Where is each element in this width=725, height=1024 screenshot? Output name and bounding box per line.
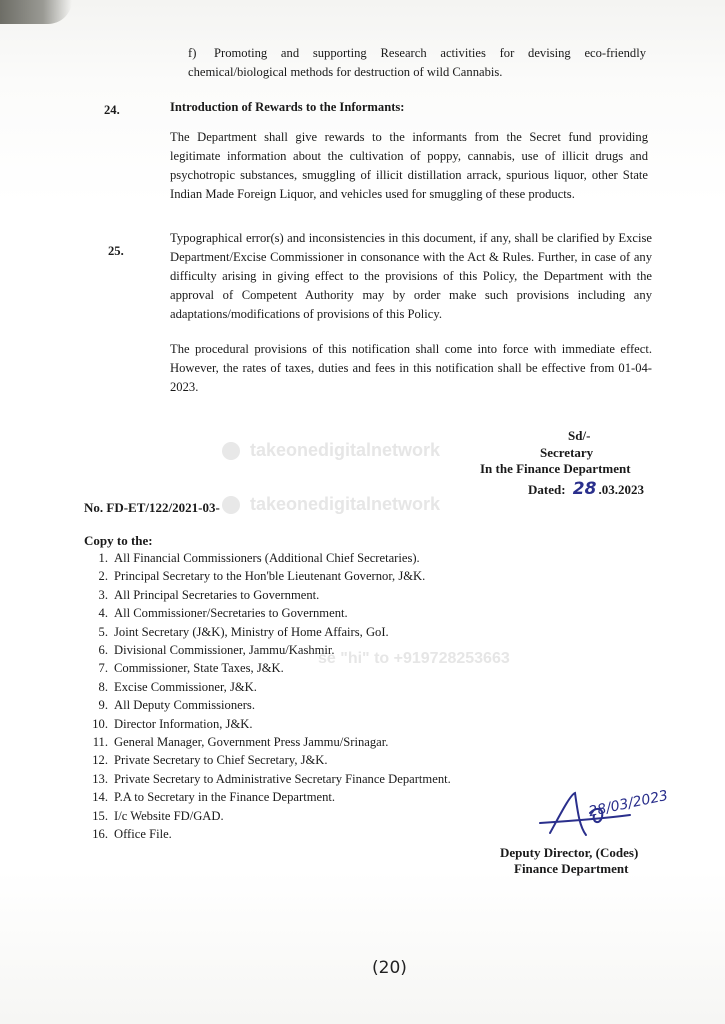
copy-to-item [82,549,451,567]
copy-to-item-text: Principal Secretary to the Hon'ble Lieutenant Governor, J&K. [114,569,426,584]
copy-to-item-text: All Principal Secretaries to Government. [114,587,320,602]
sd-mark: Sd/- [568,428,591,443]
copy-to-item-text: All Commissioner/Secretaries to Government. [114,606,348,621]
copy-to-item-number: 3. [98,587,108,602]
secretary-department: In the Finance Department [480,461,631,476]
copy-to-item-number: 4. [98,606,108,621]
copy-to-item-number: 9. [98,698,108,713]
copy-to-item-number: 2. [98,569,108,584]
copy-to-heading: Copy to the: [84,533,153,548]
copy-to-item-text: All Financial Commissioners (Additional Chief Secretaries). [114,551,420,565]
copy-to-item [82,623,451,641]
copy-to-item-text: Joint Secretary (J&K), Ministry of Home Affairs, GoI. [114,624,389,639]
copy-to-item-text: Commissioner, State Taxes, J&K. [114,661,284,676]
item-f-text: Promoting and supporting Research activities for devising eco-friendly chemical/biological methods for destruction of wild Cannabis. [188,46,646,79]
copy-to-item [82,604,451,622]
copy-to-item [82,659,451,677]
copy-to-item-number: 16. [92,827,108,842]
section-25-body-2: The procedural provisions of this notification shall come into force with immediate effect. However, the rates of taxes, duties and fees in this notification shall be effective from 01-04-2023. [170,342,652,394]
copy-to-item-number: 13. [92,771,108,786]
copy-to-item-number: 7. [98,661,108,676]
binding-shadow [0,0,72,24]
copy-to-item [82,733,451,751]
page-number: (20) [372,958,407,978]
copy-to-item [82,788,451,806]
copy-to-item [82,751,451,769]
section-24-body: The Department shall give rewards to the informants from the Secret fund providing legitimate information about the cultivation of poppy, cannabis, use of illicit drugs and psychotropic substances, smuggling of illicit distillation arrack, spurious liquor, other State Indian Made Foreign Liquor, and vehicles used for smuggling of these products. [170,130,648,201]
handwritten-date: 28/03/2023 [587,787,670,821]
copy-to-item-number: 1. [98,551,108,565]
copy-to-item-number: 6. [98,643,108,658]
handwritten-day: 28 [572,479,597,499]
copy-to-item [82,586,451,604]
dated-line: Dated: 28 .03.2023 [528,479,644,499]
section-25-number: 25. [108,244,124,258]
copy-to-item-text: Divisional Commissioner, Jammu/Kashmir. [114,643,335,658]
copy-to-item [82,770,451,788]
copy-to-item-number: 11. [92,735,108,750]
copy-to-item-number: 10. [92,716,108,731]
copy-to-item-number: 14. [92,790,108,805]
copy-to-item [82,678,451,696]
copy-to-item [82,807,451,825]
copy-to-item [82,641,451,659]
deputy-director-department: Finance Department [514,861,629,876]
copy-to-item-number: 15. [92,808,108,823]
copy-to-item [82,567,451,585]
copy-to-item-text: Director Information, J&K. [114,716,253,731]
copy-to-item-number: 8. [98,679,108,694]
copy-to-item-text: I/c Website FD/GAD. [114,808,224,823]
watermark-line-3: se "hi" to +919728253663 [318,650,510,667]
watermark-line-1: takeonedigitalnetwork [222,440,440,461]
copy-to-item-text: Excise Commissioner, J&K. [114,679,257,694]
secretary-title: Secretary [540,445,594,460]
copy-to-item-number: 5. [98,624,108,639]
section-24-number: 24. [104,103,120,117]
copy-to-item [82,715,451,733]
instagram-icon [222,496,240,514]
reference-number: No. FD-ET/122/2021-03- [84,500,220,515]
section-24-heading: Introduction of Rewards to the Informants: [170,100,405,114]
section-25-body: Typographical error(s) and inconsistencies in this document, if any, shall be clarified by Excise Department/Excise Commissioner in consonance with the Act & Rules. Further, in case of any difficulty arising in giving effect to the provisions of this Policy, the Department with the approval of Competent Authority may by order make such provisions including any adaptations/modifications of provisions of this Policy. [170,231,652,321]
copy-to-item-text: Private Secretary to Administrative Secretary Finance Department. [114,771,451,786]
copy-to-item-text: All Deputy Commissioners. [114,698,255,713]
copy-to-list [82,549,451,844]
handwritten-signature [530,785,725,845]
document-page: takeonedigitalnetwork takeonedigitalnetwork se "hi" to +919728253663 f) Promoting and supporting Research activities for devising eco-friendly chemical/biological methods for destruction of wild Cannabis. 24. Introduction of Rewards to the Informants: The Department shall give rewards to the informants from the Secret fund providing legitimate information about the cultivation of poppy, cannabis, use of illicit drugs and psychotropic substances, smuggling of illicit distillation arrack, spurious liquor, other State Indian Made Foreign Liquor, and vehicles used for smuggling of these products. 25. Typographical error(s) and inconsistencies in this document, if any, shall be clarified by Excise Department/Excise Commissioner in consonance with the Act & Rules. Further, in case of any difficulty arising in giving effect to the provisions of this Policy, the Department with the approval of Competent Authority may by order make such provisions including any adaptations/modifications of provisions of this Policy. The procedural provisions of this notification shall come into force with immediate effect. However, the rates of taxes, duties and fees in this notification shall be effective from 01-04-2023. Sd/- Secretary In the Finance Department Dated: 28 .03.2023 No. FD-ET/122/2021-03- Copy to the: 1. All Financial Commissioners (Additional Chief Secretaries). 2. Principal Secretary to the Hon'ble Lieutenant Governor, J&K. 3. All Principal Secretaries to Government. 4. All Commissioner/Secretaries to Government. 5. Joint Secretary (J&K), Ministry of Home Affairs, GoI. 6. Divisional Commissioner, Jammu/Kashmir. 7. Commissioner, State Taxes, J&K. 8. Excise Commissioner, J&K. 9. All Deputy Commissioners. 10. Director Information, J&K. 11. General Manager, Government Press Jammu/Srinagar. 12. Private Secretary to Chief Secretary, J&K. 13. Private Secretary to Administrative Secretary Finance Department. 14. P.A to Secretary in the Finance Department. 15. I/c Website FD/GAD. 16. Office File. 28/03/2023 Deputy Director, (Codes) Finance Department (20) [0,0,725,1024]
copy-to-item-text: P.A to Secretary in the Finance Department. [114,790,336,805]
copy-to-item-number: 12. [92,753,108,768]
watermark-line-2: takeonedigitalnetwork [222,494,440,515]
facebook-icon [222,442,240,460]
copy-to-item [82,696,451,714]
copy-to-item-text: General Manager, Government Press Jammu/Srinagar. [114,735,389,750]
deputy-director-title: Deputy Director, (Codes) [500,845,639,860]
copy-to-item-text: Office File. [114,827,172,842]
copy-to-item-text: Private Secretary to Chief Secretary, J&K. [114,753,328,768]
copy-to-item [82,825,451,843]
